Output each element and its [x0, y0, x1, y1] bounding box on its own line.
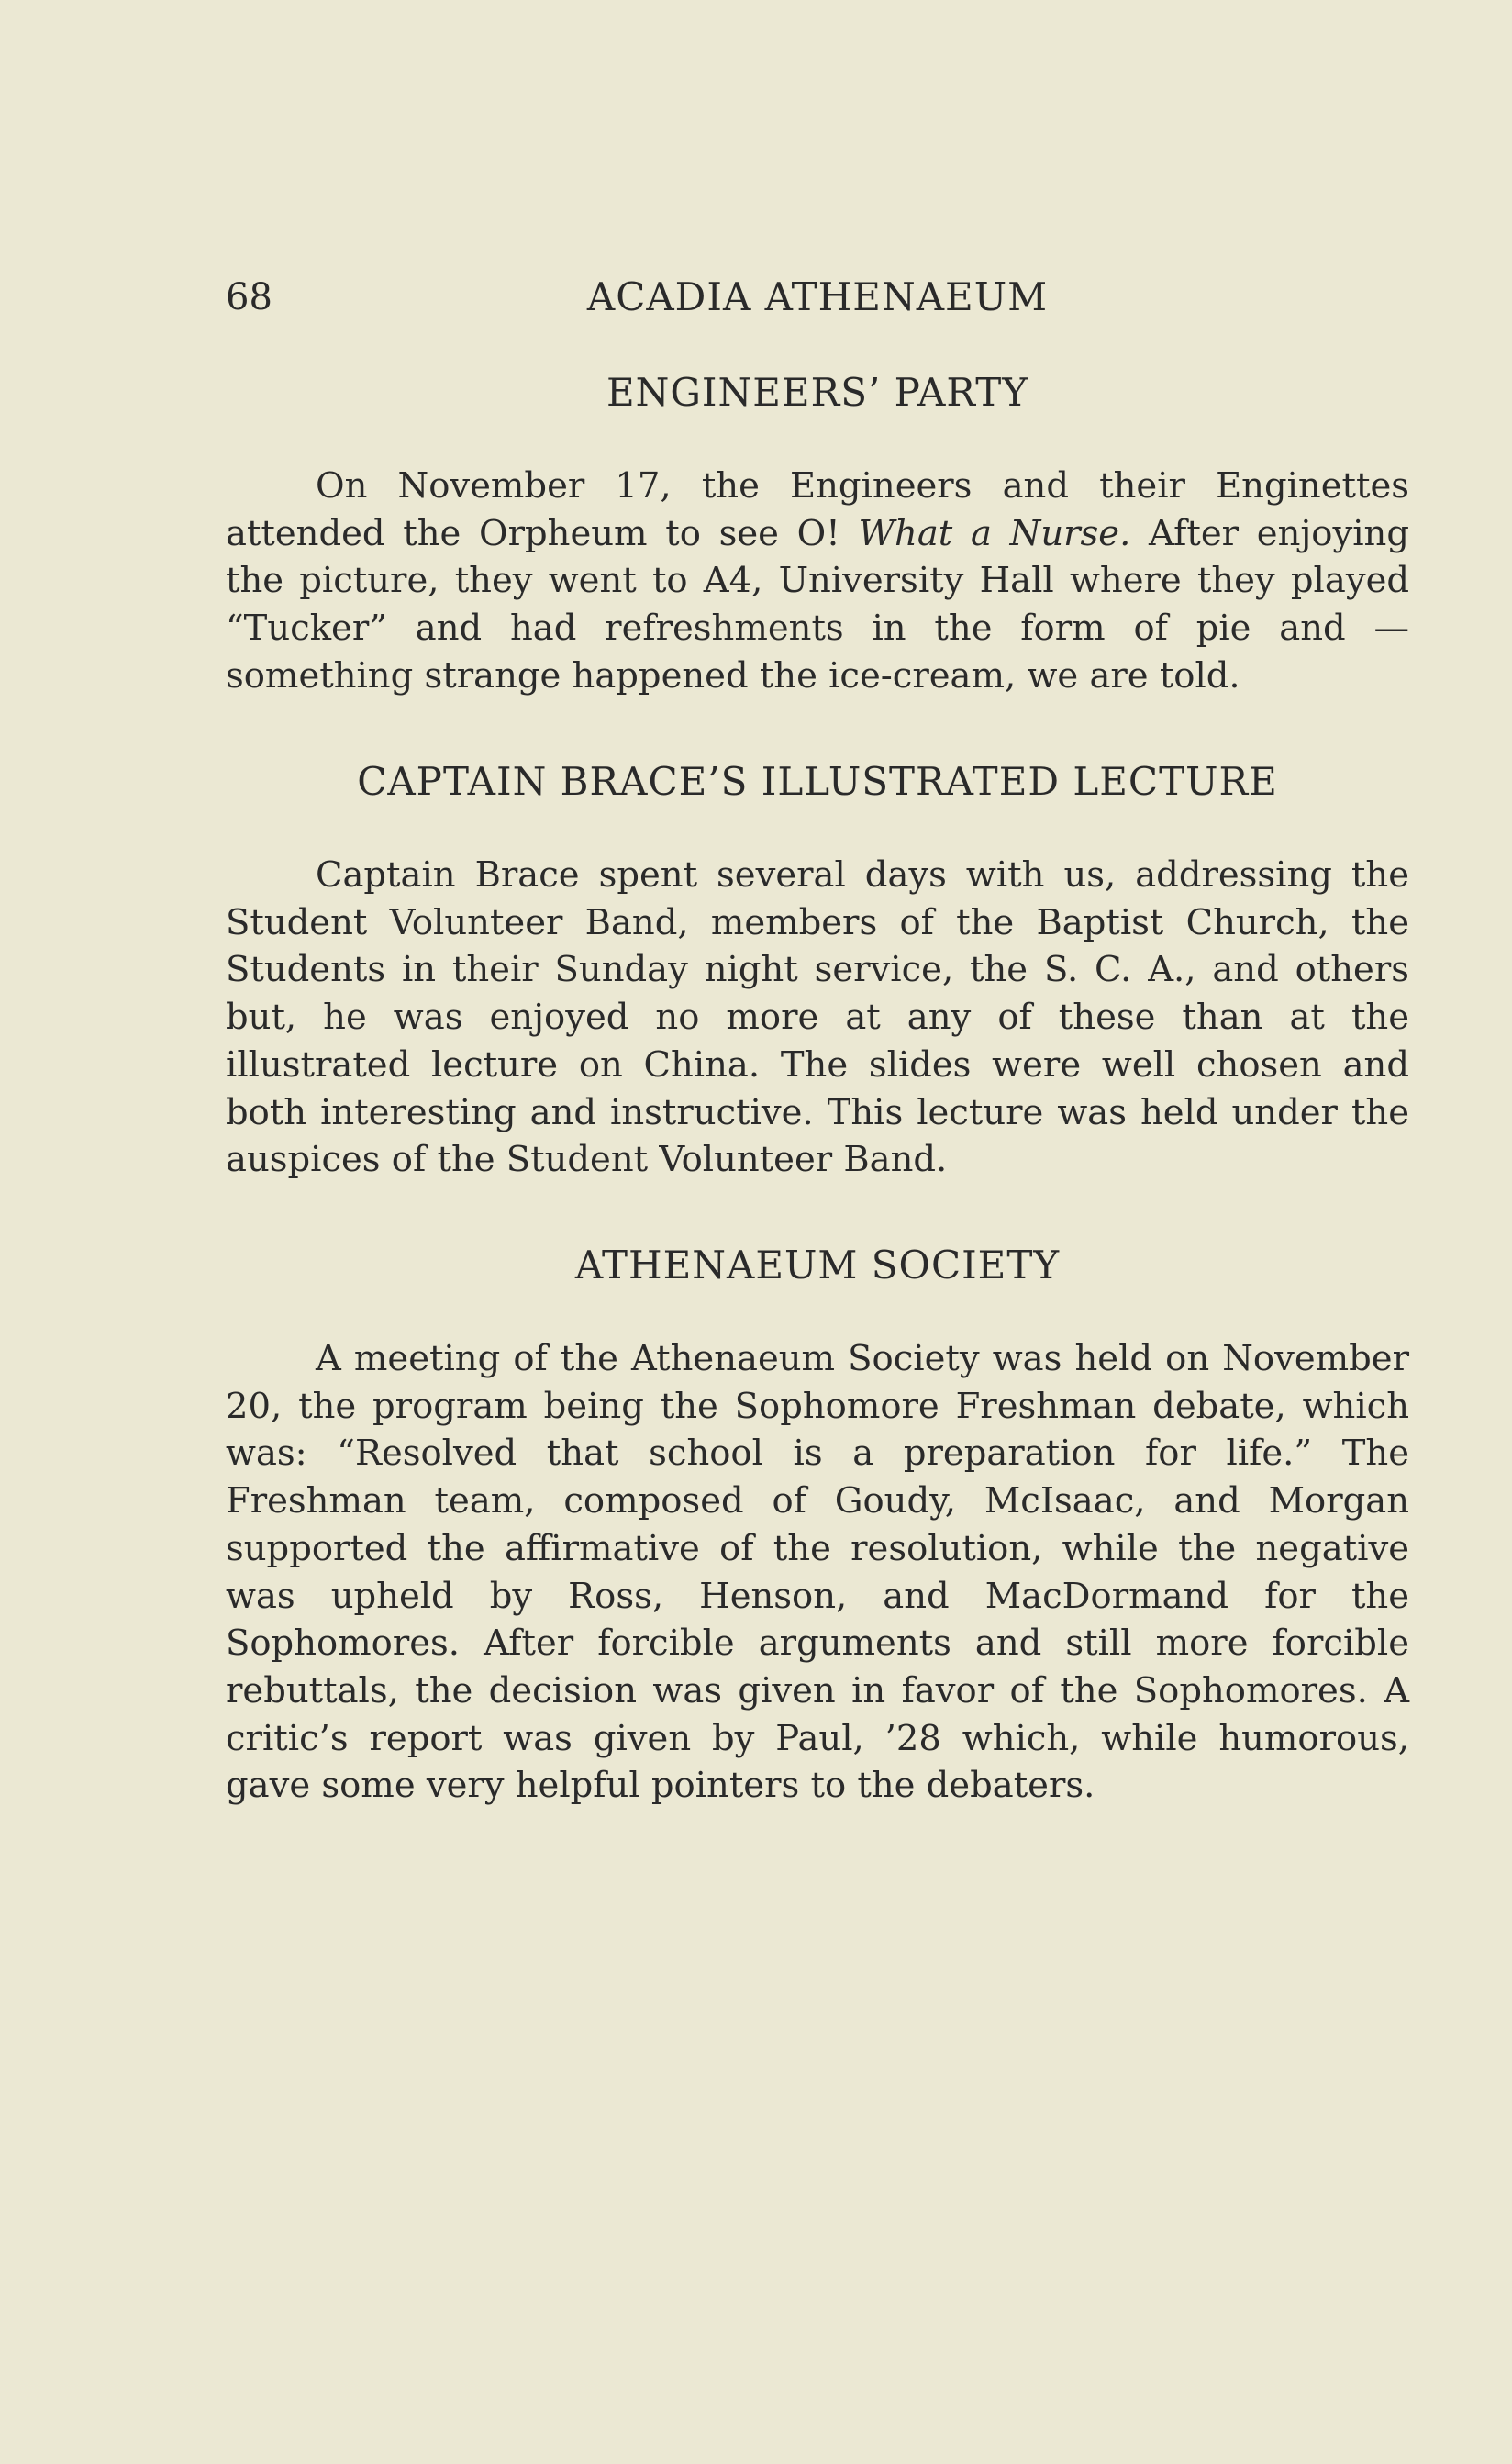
play-title: What a Nurse.: [858, 512, 1131, 554]
body-text: After enjoying the picture, they went to A4, University Hall where they played “Tucker” and had refreshments in the form of pie and —something strange happened the ice-cream, we are told.: [226, 512, 1409, 697]
section-captain-brace-lecture: [226, 758, 1409, 1184]
section-engineers-party: [226, 369, 1409, 700]
section-heading: ATHENAEUM SOCIETY: [574, 1243, 1061, 1288]
section-heading: CAPTAIN BRACE’S ILLUSTRATED LECTURE: [357, 759, 1278, 804]
page-header: [226, 275, 1409, 330]
running-title: ACADIA ATHENAEUM: [586, 274, 1049, 319]
section-body: A meeting of the Athenaeum Society was held on November 20, the program being the Sophomore Freshman debate, which was: “Resolved that school is a preparation for life.” The Freshman team, composed of Goudy, McIsaac, and Morgan supported the affirmative of the resolution, while the negative was upheld by Ross, Henson, and MacDormand for the Sophomores. After forcible arguments and still more forcible rebuttals, the decision was given in favor of the Sophomores. A critic’s report was given by Paul, ’28 which, while humorous, gave some very helpful pointers to the debaters.: [226, 1338, 1409, 1807]
page-number: 68: [226, 276, 272, 318]
section-body: Captain Brace spent several days with us, addressing the Student Volunteer Band, members of the Baptist Church, the Students in their Sunday night service, the S. C. A., and others but, he was enjoyed no more at any of these than at the illustrated lecture on China. The slides were well chosen and both interesting and instructive. This lecture was held under the auspices of the Student Volunteer Band.: [226, 854, 1409, 1181]
section-athenaeum-society: [226, 1242, 1409, 1810]
section-heading: ENGINEERS’ PARTY: [606, 370, 1029, 415]
section-body: [226, 463, 1409, 700]
body-text: On November 17, the Engineers and their Enginettes attended the Orpheum to see O!: [226, 465, 1409, 554]
